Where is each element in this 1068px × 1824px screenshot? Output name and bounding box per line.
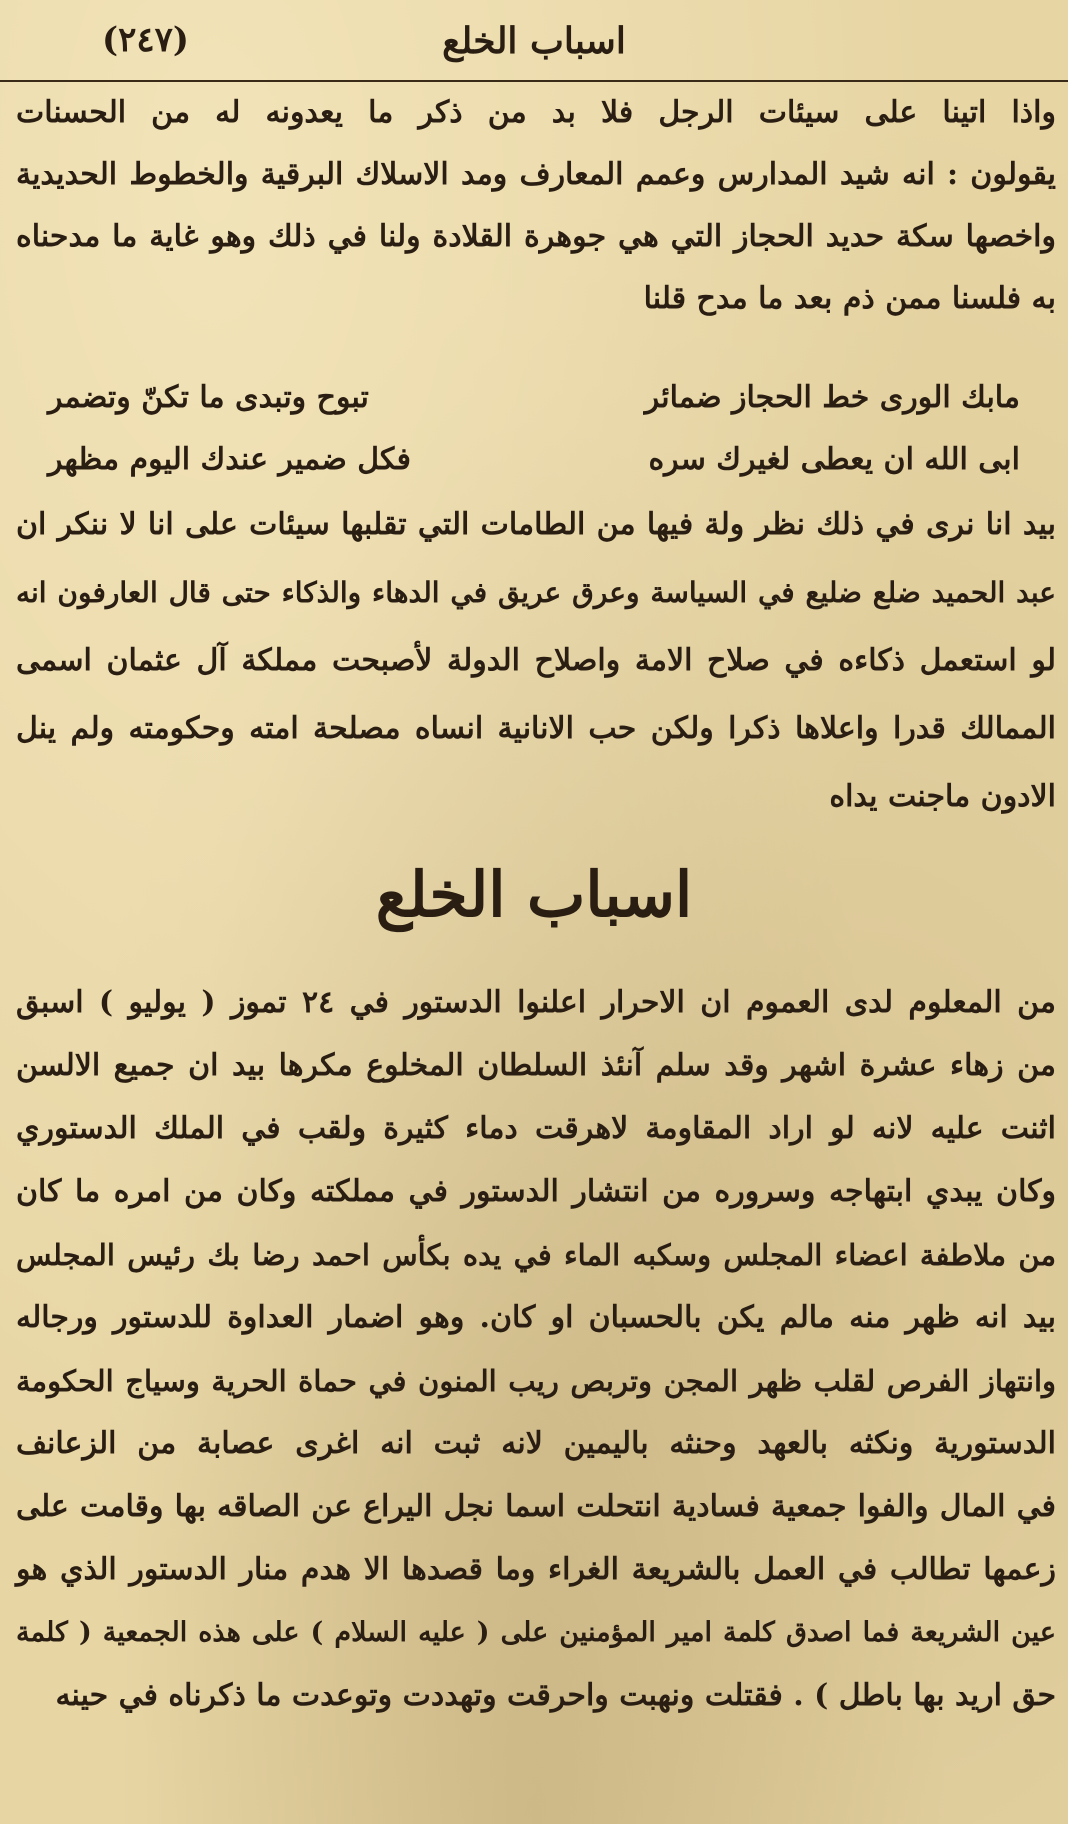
text-line: في المال والفوا جمعية فسادية انتحلت اسما نجل اليراع عن الصاقه بها وقامت على <box>16 1489 1056 1524</box>
text-line: وانتهاز الفرص لقلب ظهر المجن وتربص ريب المنون في حماة الحرية وسياج الحكومة <box>16 1364 1056 1398</box>
text-line: يقولون : انه شيد المدارس وعمم المعارف ومد الاسلاك البرقية والخطوط الحديدية <box>16 157 1056 192</box>
text-line: من المعلوم لدى العموم ان الاحرار اعلنوا الدستور في ٢٤ تموز ( يوليو ) اسبق <box>16 985 1057 1020</box>
text-line: اثنت عليه لانه لو اراد المقاومة لاهرقت دماء كثيرة ولقب في الملك الدستوري <box>16 1111 1056 1146</box>
text-line: الممالك قدرا واعلاها ذكرا ولكن حب الانانية انساه مصلحة امته وحكومته ولم ينل <box>16 711 1056 746</box>
text-line: واذا اتينا على سيئات الرجل فلا بد من ذكر ما يعدونه له من الحسنات <box>16 95 1056 130</box>
text-line: الدستورية ونكثه بالعهد وحنثه باليمين لانه ثبت انه اغرى عصابة من الزعانف <box>16 1426 1056 1461</box>
text-line: وكان يبدي ابتهاجه وسروره من انتشار الدستور في مملكته وكان من امره ما كان <box>16 1174 1056 1209</box>
text-line: من ملاطفة اعضاء المجلس وسكبه الماء في يده بكأس احمد رضا بك رئيس المجلس <box>16 1238 1056 1272</box>
poem-hemistich-second: تبوح وتبدى ما تكنّ وتضمر <box>48 380 369 415</box>
section-heading: اسباب الخلع <box>375 858 693 931</box>
text-line: حق اريد بها باطل ) . فقتلت ونهبت واحرقت وتهددت وتوعدت ما ذكرناه في حينه <box>55 1678 1056 1713</box>
page-header <box>0 14 1068 84</box>
text-line: عين الشريعة فما اصدق كلمة امير المؤمنين على ( عليه السلام ) على هذه الجمعية ( كلمة <box>16 1617 1056 1648</box>
poem-hemistich-second: فكل ضمير عندك اليوم مظهر <box>48 442 411 477</box>
page-number: (٢٤٧) <box>102 20 189 60</box>
poem-hemistich-first: مابك الورى خط الحجاز ضمائر <box>644 380 1020 415</box>
text-line: بيد انه ظهر منه مالم يكن بالحسبان او كان. وهو اضمار العداوة للدستور ورجاله <box>16 1300 1056 1335</box>
text-line: بيد انا نرى في ذلك نظر ولة فيها من الطامات التي تقلبها سيئات على انا لا ننكر ان <box>16 507 1056 542</box>
text-line: لو استعمل ذكاءه في صلاح الامة واصلاح الدولة لأصبحت مملكة آل عثمان اسمى <box>16 643 1056 678</box>
text-line: الادون ماجنت يداه <box>829 779 1056 814</box>
text-line: من زهاء عشرة اشهر وقد سلم آنئذ السلطان المخلوع مكرها بيد ان جميع الالسن <box>16 1048 1056 1083</box>
running-title: اسباب الخلع <box>442 20 626 62</box>
text-line: زعمها تطالب في العمل بالشريعة الغراء وما قصدها الا هدم منار الدستور الذي هو <box>16 1552 1056 1587</box>
text-line: واخصها سكة حديد الحجاز التي هي جوهرة القلادة ولنا في ذلك وهو غاية ما مدحناه <box>16 219 1056 254</box>
poem-hemistich-first: ابى الله ان يعطى لغيرك سره <box>648 442 1020 477</box>
header-rule <box>0 80 1068 82</box>
text-line: به فلسنا ممن ذم بعد ما مدح قلنا <box>643 281 1056 316</box>
text-line: عبد الحميد ضلع ضليع في السياسة وعرق عريق في الدهاء والذكاء حتى قال العارفون انه <box>16 576 1056 609</box>
